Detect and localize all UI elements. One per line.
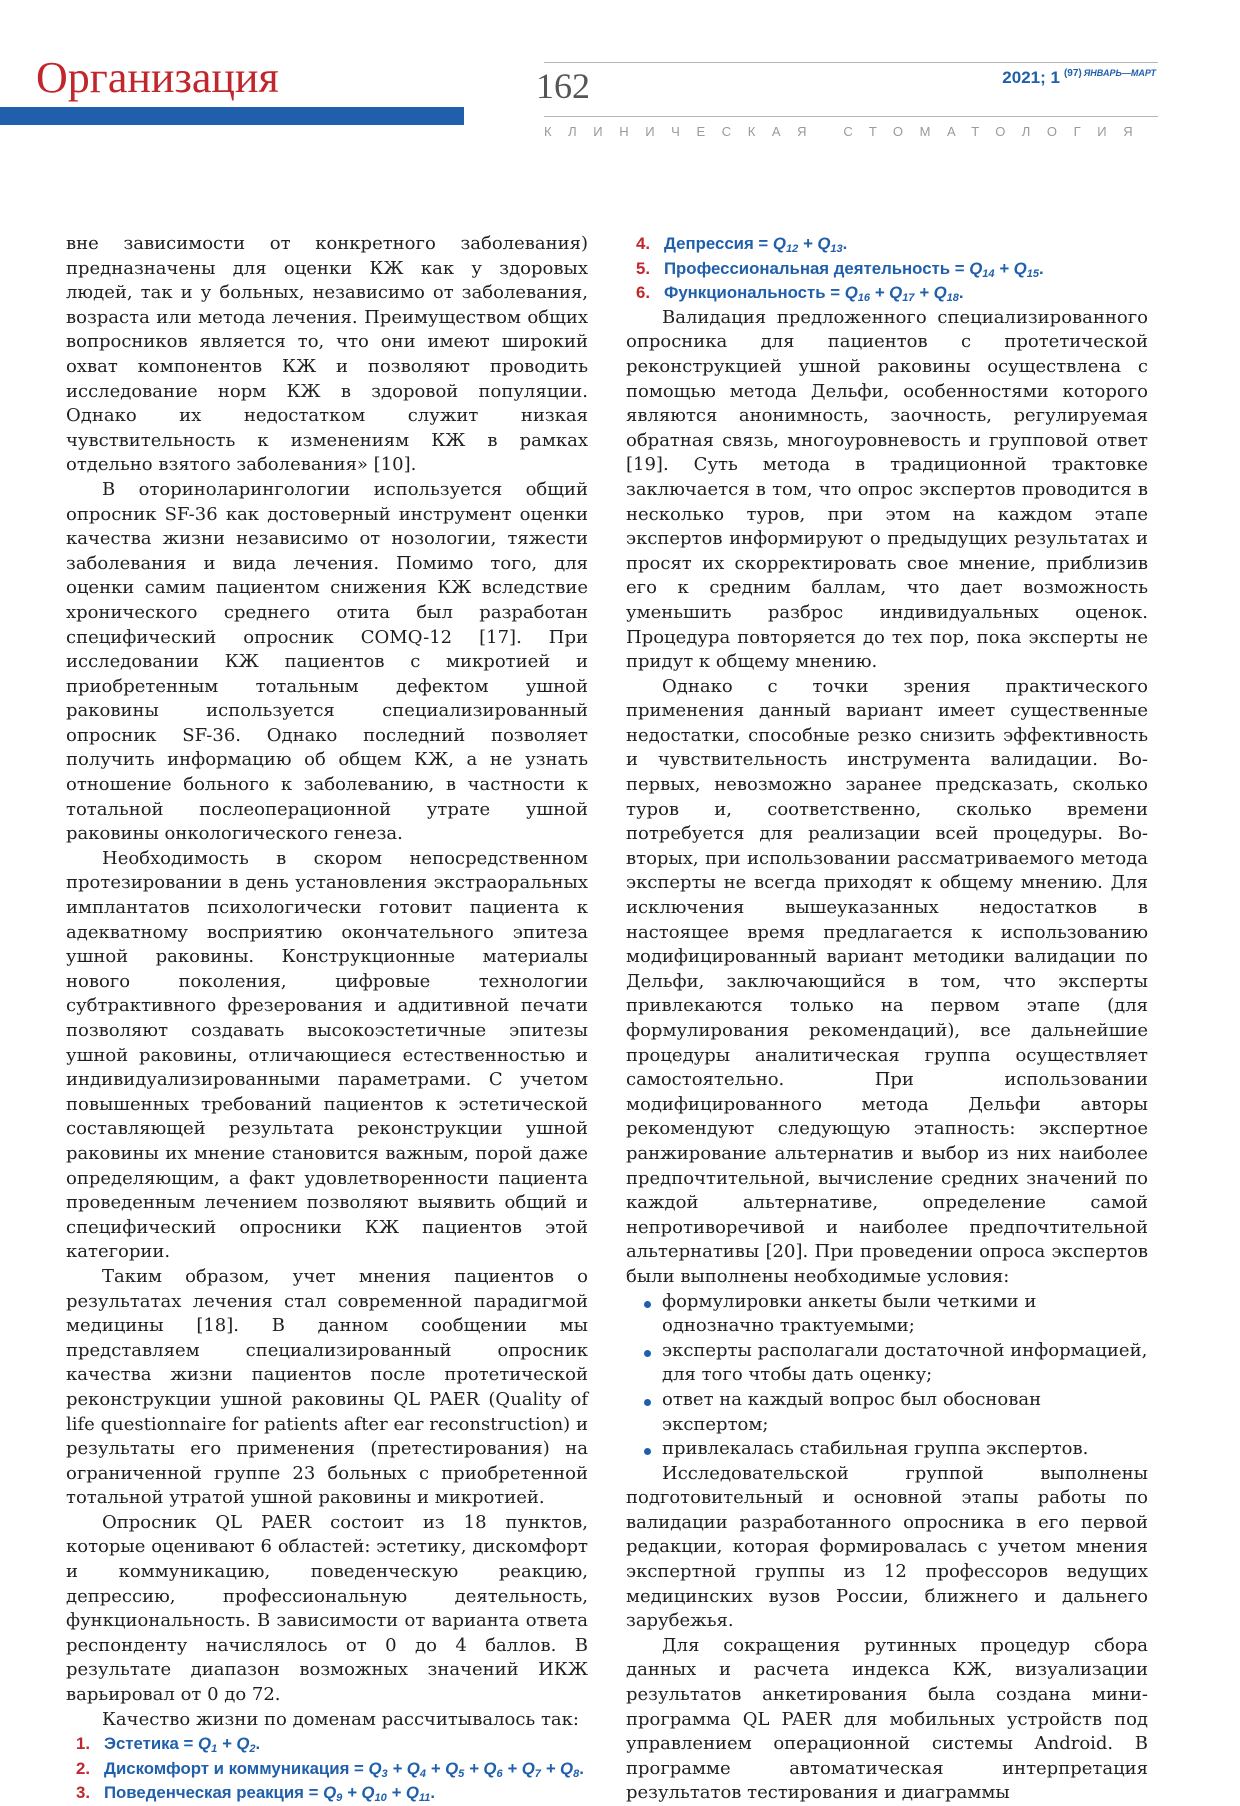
- domain-formula: 3. Поведенческая реакция = $Q_9 + Q_{10} + Q_{11}$.: [76, 1783, 436, 1805]
- issue-number: (97): [1063, 68, 1082, 79]
- section-color-band: [0, 107, 464, 125]
- domain-formula-list: [626, 232, 1148, 306]
- formula: $Q_1 + Q_2$: [198, 1734, 256, 1756]
- formula: $Q_{12} + Q_{13}$: [772, 234, 843, 255]
- bullet-icon: [644, 1350, 651, 1357]
- paragraph: Необходимость в скором непосредственном протезировании в день установления экстраоральных имплантатов психологически готовит пациента к адекватному восприятию окончательного эпитеза ушной раковины. Конструкционные материалы нового поколения, цифровые технологии субтрактивного фрезерования и аддитивной печати позволяют создавать высокоэстетичные эпитезы ушной раковины, отличающиеся естественностью и индивидуализированными параметрами. С учетом повышенных требований пациентов к эстетической составляющей результата реконструкции ушной раковины их мнение становится важным, порой даже определяющим, а факт удовлетворенности пациента проведенным лечением позволяют выявить общий и специфический опросники КЖ пациентов этой категории.: [66, 847, 588, 1263]
- list-item: ответ на каждый вопрос был обоснован экспертом;: [626, 1388, 1148, 1437]
- paragraph: Таким образом, учет мнения пациентов о результатах лечения стал современной парадигмой медицины [18]. В данном сообщении мы представляем специализированный опросник качества жизни пациентов после протетической реконструкции ушной раковины QL PAER (Quality of life questionnaire for patients after ear reconstruction) и результаты его применения (претестирования) на ограниченной группе 23 больных с приобретенной тотальной утратой ушной раковины и микротией.: [66, 1265, 588, 1509]
- formula: $Q_{14} + Q_{15}$: [969, 258, 1039, 280]
- domain-formula-list: [66, 1732, 588, 1806]
- journal-name: КЛИНИЧЕСКАЯ СТОМАТОЛОГИЯ: [544, 124, 1150, 139]
- domain-name: Функциональность: [664, 283, 826, 303]
- domain-formula: 6. Функциональность = $Q_{16} + Q_{17} + Q_{18}$.: [636, 283, 964, 305]
- issue-info: [1002, 68, 1156, 88]
- list-number: 2.: [76, 1758, 90, 1778]
- paragraph: вне зависимости от конкретного заболевания) предназначены для оценки КЖ как у здоровых людей, так и у больных, независимо от заболевания, возраста или метода лечения. Преимуществом общих вопросников является то, что они имеют широкий охват компонентов КЖ и позволяют проводить исследование норм КЖ в здоровой популяции. Однако их недостатком служит низкая чувствительность к изменениям КЖ в рамках отдельно взятого заболевания» [10].: [66, 233, 588, 476]
- formula: $Q_3 + Q_4 + Q_5 + Q_6 + Q_7 + Q_8$: [368, 1758, 580, 1780]
- header-top-rule: [544, 62, 1158, 63]
- domain-name: Дискомфорт и коммуникация: [104, 1758, 350, 1778]
- paragraph: В оториноларингологии используется общий опросник SF-36 как достоверный инструмент оценки качества жизни независимо от нозологии, тяжести заболевания и вида лечения. Помимо того, для оценки самим пациентом снижения КЖ вследствие хронического среднего отита был разработан специфический опросник COMQ-12 [17]. При исследовании КЖ пациентов с микротией и приобретенным тотальным дефектом ушной раковины используется специализированный опросник SF-36. Однако последний позволяет получить информацию об общем КЖ, а не узнать отношение больного к заболеванию, в частности к тотальной послеоперационной утрате ушной раковины онкологического генеза.: [66, 478, 588, 845]
- left-column: [66, 232, 588, 1806]
- domain-name: Депрессия: [664, 234, 754, 253]
- list-number: 4.: [636, 234, 650, 253]
- list-item: эксперты располагали достаточной информацией, для того чтобы дать оценку;: [626, 1339, 1148, 1388]
- bullet-icon: [644, 1399, 651, 1406]
- domain-name: Профессиональная деятельность: [664, 258, 951, 278]
- list-number: 6.: [636, 283, 650, 303]
- bullet-icon: [644, 1448, 651, 1455]
- domain-name: Эстетика: [104, 1734, 179, 1754]
- list-number: 3.: [76, 1783, 90, 1803]
- paragraph: Исследовательской группой выполнены подготовительный и основной этапы работы по валидации разработанного опросника в его первой редакции, которая формировалась с учетом мнения экспертной группы из 12 профессоров ведущих медицинских вузов России, ближнего и дальнего зарубежья.: [626, 1462, 1148, 1632]
- domain-formula: 5. Профессиональная деятельность = $Q_{14} + Q_{15}$.: [636, 258, 1044, 280]
- header-middle-rule: [544, 116, 1158, 117]
- list-number: 1.: [76, 1734, 90, 1754]
- list-item: формулировки анкеты были четкими и однозначно трактуемыми;: [626, 1290, 1148, 1339]
- list-number: 5.: [636, 258, 650, 278]
- paragraph: Валидация предложенного специализированного опросника для пациентов с протетической реконструкцией ушной раковины осуществлена с помощью метода Дельфи, особенностями которого являются анонимность, заочность, регулируемая обратная связь, многоуровневость и групповой ответ [19]. Суть метода в традиционной трактовке заключается в том, что опрос экспертов проводится в несколько туров, при этом на каждом этапе экспертов информируют о предыдущих результатах и просят их скорректировать свое мнение, приблизив его к средним баллам, что дает возможность уменьшить разброс индивидуальных оценок. Процедура повторяется до тех пор, пока эксперты не придут к общему мнению.: [626, 306, 1148, 673]
- formula: $Q_{16} + Q_{17} + Q_{18}$: [844, 283, 959, 305]
- domain-formula: 1. Эстетика = $Q_1 + Q_2$.: [76, 1734, 261, 1756]
- bullet-icon: [644, 1301, 651, 1308]
- section-title: Организация: [36, 53, 279, 102]
- formula: $Q_9 + Q_{10} + Q_{11}$: [323, 1783, 431, 1805]
- paragraph: Опросник QL PAER состоит из 18 пунктов, которые оценивают 6 областей: эстетику, дискомфорт и коммуникацию, поведенческую реакцию, депрессию, профессиональную деятельность, функциональность. В зависимости от варианта ответа респонденту начислялось от 0 до 4 баллов. В результате диапазон возможных значений ИКЖ варьировал от 0 до 72.: [66, 1511, 588, 1706]
- domain-name: Поведенческая реакция: [104, 1783, 304, 1803]
- page-number: 162: [536, 66, 590, 106]
- issue-period: ЯНВАРЬ—МАРТ: [1083, 68, 1156, 78]
- domain-formula: 2. Дискомфорт и коммуникация = $Q_3 + Q_4 + Q_5 + Q_6 + Q_7 + Q_8$.: [76, 1758, 584, 1780]
- issue-year: 2021; 1: [1002, 68, 1060, 87]
- list-item: привлекалась стабильная группа экспертов.: [626, 1437, 1148, 1462]
- domain-formula: 4. Депрессия = $Q_{12} + Q_{13}$.: [636, 234, 848, 255]
- paragraph: Однако с точки зрения практического применения данный вариант имеет существенные недостатки, способные резко снизить эффективность и чувствительность инструмента валидации. Во-первых, невозможно заранее предсказать, сколько туров и, соответственно, сколько времени потребуется для реализации всей процедуры. Во-вторых, при использовании рассматриваемого метода эксперты не всегда приходят к общему мнению. Для исключения вышеуказанных недостатков в настоящее время предлагается к использованию модифицированный вариант методики валидации по Дельфи, заключающийся в том, что эксперты привлекаются только на первом этапе (для формулирования рекомендаций), все дальнейшие процедуры аналитическая группа осуществляет самостоятельно. При использовании модифицированного метода Дельфи авторы рекомендуют следующую этапность: экспертное ранжирование альтернатив и выбор из них наиболее предпочтительной, вычисление средних значений по каждой альтернативе, определение самой непротиворечивой и наиболее предпочтительной альтернативы [20]. При проведении опроса экспертов были выполнены необходимые условия:: [626, 675, 1148, 1287]
- conditions-list: [626, 1290, 1148, 1462]
- paragraph: Качество жизни по доменам рассчитывалось так:: [102, 1708, 579, 1730]
- right-column: [626, 232, 1148, 1806]
- paragraph: Для сокращения рутинных процедур сбора данных и расчета индекса КЖ, визуализации результатов анкетирования была создана мини-программа QL PAER для мобильных устройств под управлением операционной системы Android. В программе автоматическая интерпретация результатов тестирования и диаграммы: [626, 1634, 1148, 1804]
